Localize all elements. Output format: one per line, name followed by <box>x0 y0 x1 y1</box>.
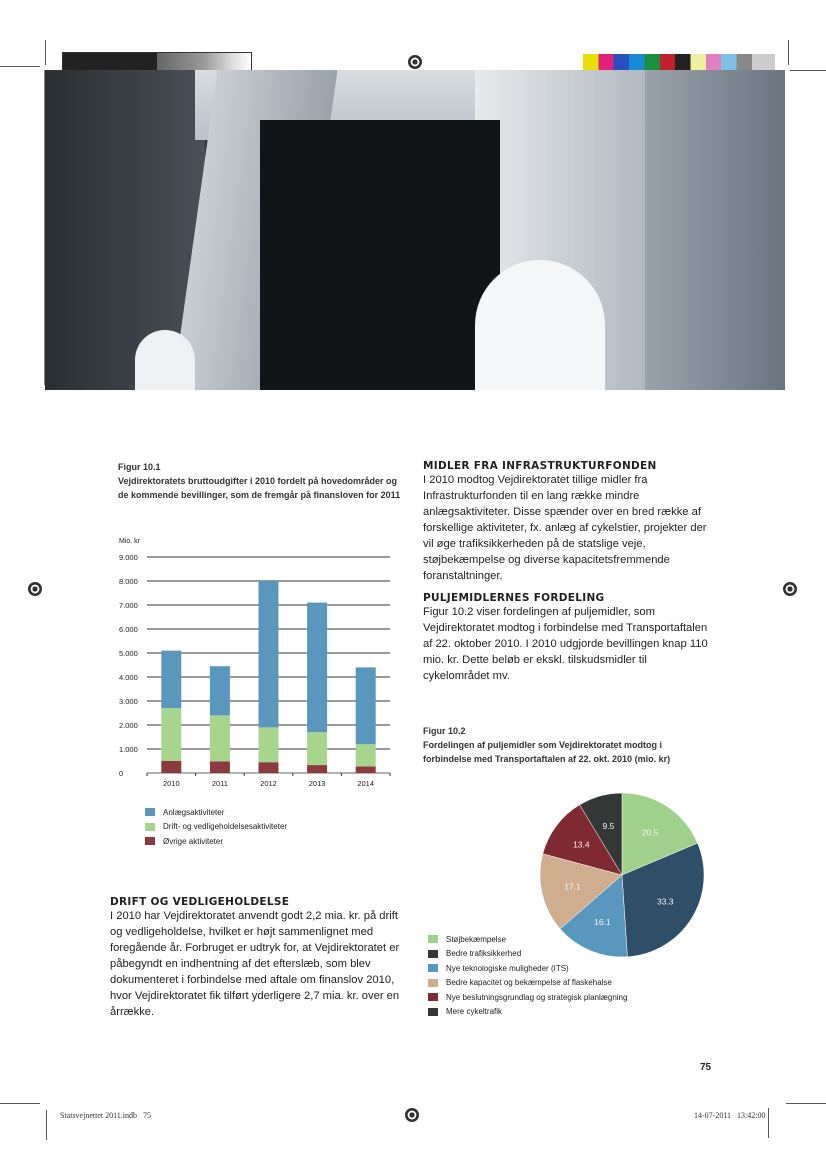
page-number: 75 <box>700 1062 712 1073</box>
legend-item <box>145 805 287 820</box>
section-heading: DRIFT OG VEDLIGEHOLDELSE <box>110 896 290 908</box>
legend-swatch <box>145 823 155 831</box>
bar-segment <box>161 708 181 761</box>
y-tick-label: 5.000 <box>119 649 138 658</box>
pie-label: 17.1 <box>564 881 581 892</box>
bar-segment <box>259 581 279 727</box>
crop-mark <box>45 40 46 65</box>
figure-2-title: Fordelingen af puljemidler som Vejdirektoratet modtog i forbindelse med Transportaftalen af 22. okt. 2010 (mio. kr) <box>423 740 671 764</box>
registration-mark-icon <box>28 582 42 596</box>
bar-chart <box>110 530 400 800</box>
figure-2-label: Figur 10.2 <box>423 726 466 736</box>
legend-swatch <box>145 808 155 816</box>
bar-segment <box>210 666 230 715</box>
y-axis-label: Mio. kr <box>119 538 140 545</box>
legend-label: Nye beslutningsgrundlag og strategisk planlægning <box>446 992 628 1002</box>
pie-label: 33.3 <box>656 896 674 907</box>
bar-segment <box>210 761 230 773</box>
section-puljemidler <box>423 592 713 684</box>
color-bar-gray <box>62 52 252 71</box>
section-body: I 2010 modtog Vejdirektoratet tillige midler fra Infrastrukturfonden til en lang række mindre anlægsaktiviteter. Disse spænder over en bred række af forskellige aktiviteter, fx. anlæg af cykelstier, projekter der vil øge trafiksikkerheden på de statslige veje, støjbekæmpelse og diverse kapacitetsfremmende foranstaltninger. <box>423 474 707 582</box>
crop-mark <box>788 40 789 65</box>
legend-item <box>145 834 287 849</box>
y-tick-label: 4.000 <box>119 673 138 682</box>
x-tick-label: 2011 <box>211 779 228 788</box>
legend-label: Øvrige aktiviteter <box>163 836 224 846</box>
y-tick-label: 9.000 <box>119 553 138 562</box>
y-tick-label: 7.000 <box>119 601 138 610</box>
legend-swatch <box>145 837 155 845</box>
legend-swatch <box>428 964 438 972</box>
pie-label: 16.1 <box>594 916 611 927</box>
pie-legend <box>428 932 627 1019</box>
crop-mark <box>786 1103 826 1104</box>
legend-label: Drift- og vedligeholdelsesaktiviteter <box>163 822 288 832</box>
figure-1-caption <box>118 460 408 502</box>
x-tick-label: 2012 <box>260 779 277 788</box>
color-bar <box>583 54 775 70</box>
section-body: Figur 10.2 viser fordelingen af puljemidler, som Vejdirektoratet modtog i forbindelse med Transportaftalen af 22. oktober 2010. I 2010 udgjorde bevillingen knap 110 mio. kr. Dette beløb er ekskl. tilskudsmidler til cykelområdet mv. <box>423 606 708 682</box>
legend-swatch <box>428 979 438 987</box>
crop-mark <box>768 1108 769 1138</box>
legend-label: Støjbekæmpelse <box>446 934 507 944</box>
bar-segment <box>307 765 327 773</box>
bar-segment <box>356 667 376 744</box>
bar-segment <box>356 744 376 766</box>
footer-file: Statsvejnettet 2011.indb 75 <box>60 1111 152 1120</box>
figure-1-title: Vejdirektoratets bruttoudgifter i 2010 fordelt på hovedområder og de kommende bevillinger, som de fremgår på finansloven for 2011 <box>118 476 401 500</box>
y-tick-label: 2.000 <box>119 721 138 730</box>
figure-2-caption <box>423 724 713 766</box>
y-tick-label: 6.000 <box>119 625 138 634</box>
bar-segment <box>161 651 181 709</box>
figure-1-label: Figur 10.1 <box>118 462 161 472</box>
legend-item <box>145 820 287 835</box>
x-tick-label: 2010 <box>162 779 180 788</box>
y-tick-label: 0 <box>119 769 124 778</box>
legend-label: Nye teknologiske muligheder (ITS) <box>446 963 569 973</box>
legend-swatch <box>428 935 438 943</box>
section-heading: MIDLER FRA INFRASTRUKTURFONDEN <box>423 460 657 472</box>
legend-label: Mere cykeltrafik <box>446 1007 503 1017</box>
legend-item <box>428 961 627 976</box>
section-heading: PULJEMIDLERNES FORDELING <box>423 592 605 604</box>
bar-segment <box>259 727 279 762</box>
legend-label: Anlægsaktiviteter <box>163 807 225 817</box>
crop-mark <box>44 70 45 385</box>
section-infrastrukturfonden <box>423 460 713 584</box>
legend-item <box>428 1005 627 1020</box>
crop-mark <box>0 1103 40 1104</box>
crop-mark <box>790 70 826 71</box>
legend-item <box>428 990 627 1005</box>
legend-label: Bedre trafiksikkerhed <box>446 949 522 959</box>
legend-swatch <box>428 993 438 1001</box>
registration-mark-icon <box>783 582 797 596</box>
section-drift <box>110 896 405 1020</box>
bar-segment <box>259 762 279 773</box>
bar-legend <box>145 805 287 849</box>
bar-segment <box>307 603 327 733</box>
legend-label: Bedre kapacitet og bekæmpelse af flaskehalse <box>446 978 612 988</box>
crop-mark <box>46 1110 47 1140</box>
pie-label: 20.5 <box>641 827 659 838</box>
crop-mark <box>0 66 40 67</box>
x-tick-label: 2014 <box>357 779 375 788</box>
registration-mark-icon <box>405 1108 419 1122</box>
footer-timestamp: 14-07-2011 13:42:00 <box>694 1111 766 1120</box>
bar-segment <box>210 715 230 761</box>
y-tick-label: 3.000 <box>119 697 138 706</box>
legend-item <box>428 932 627 947</box>
bar-segment <box>161 761 181 773</box>
pie-label: 13.4 <box>573 839 590 850</box>
pie-label: 9.5 <box>602 821 615 832</box>
registration-mark-icon <box>408 55 422 69</box>
header-photo <box>45 70 785 390</box>
y-tick-label: 1.000 <box>119 745 138 754</box>
y-tick-label: 8.000 <box>119 577 138 586</box>
legend-item <box>428 947 627 962</box>
bar-segment <box>307 732 327 765</box>
legend-swatch <box>428 1008 438 1016</box>
legend-item <box>428 976 627 991</box>
legend-swatch <box>428 950 438 958</box>
bar-segment <box>356 767 376 773</box>
x-tick-label: 2013 <box>308 779 326 788</box>
section-body: I 2010 har Vejdirektoratet anvendt godt 2,2 mia. kr. på drift og vedligeholdelse, hvilket er højt sammenlignet med foregående år. Forbruget er udtryk for, at Vejdirektoratet er påbegyndt en indhentning af det efterslæb, som blev dokumenteret i forbindelse med aftale om finanslov 2010, hvor Vejdirektoratet fik tilført yderligere 2,7 mia. kr. over en årrække. <box>110 910 400 1018</box>
